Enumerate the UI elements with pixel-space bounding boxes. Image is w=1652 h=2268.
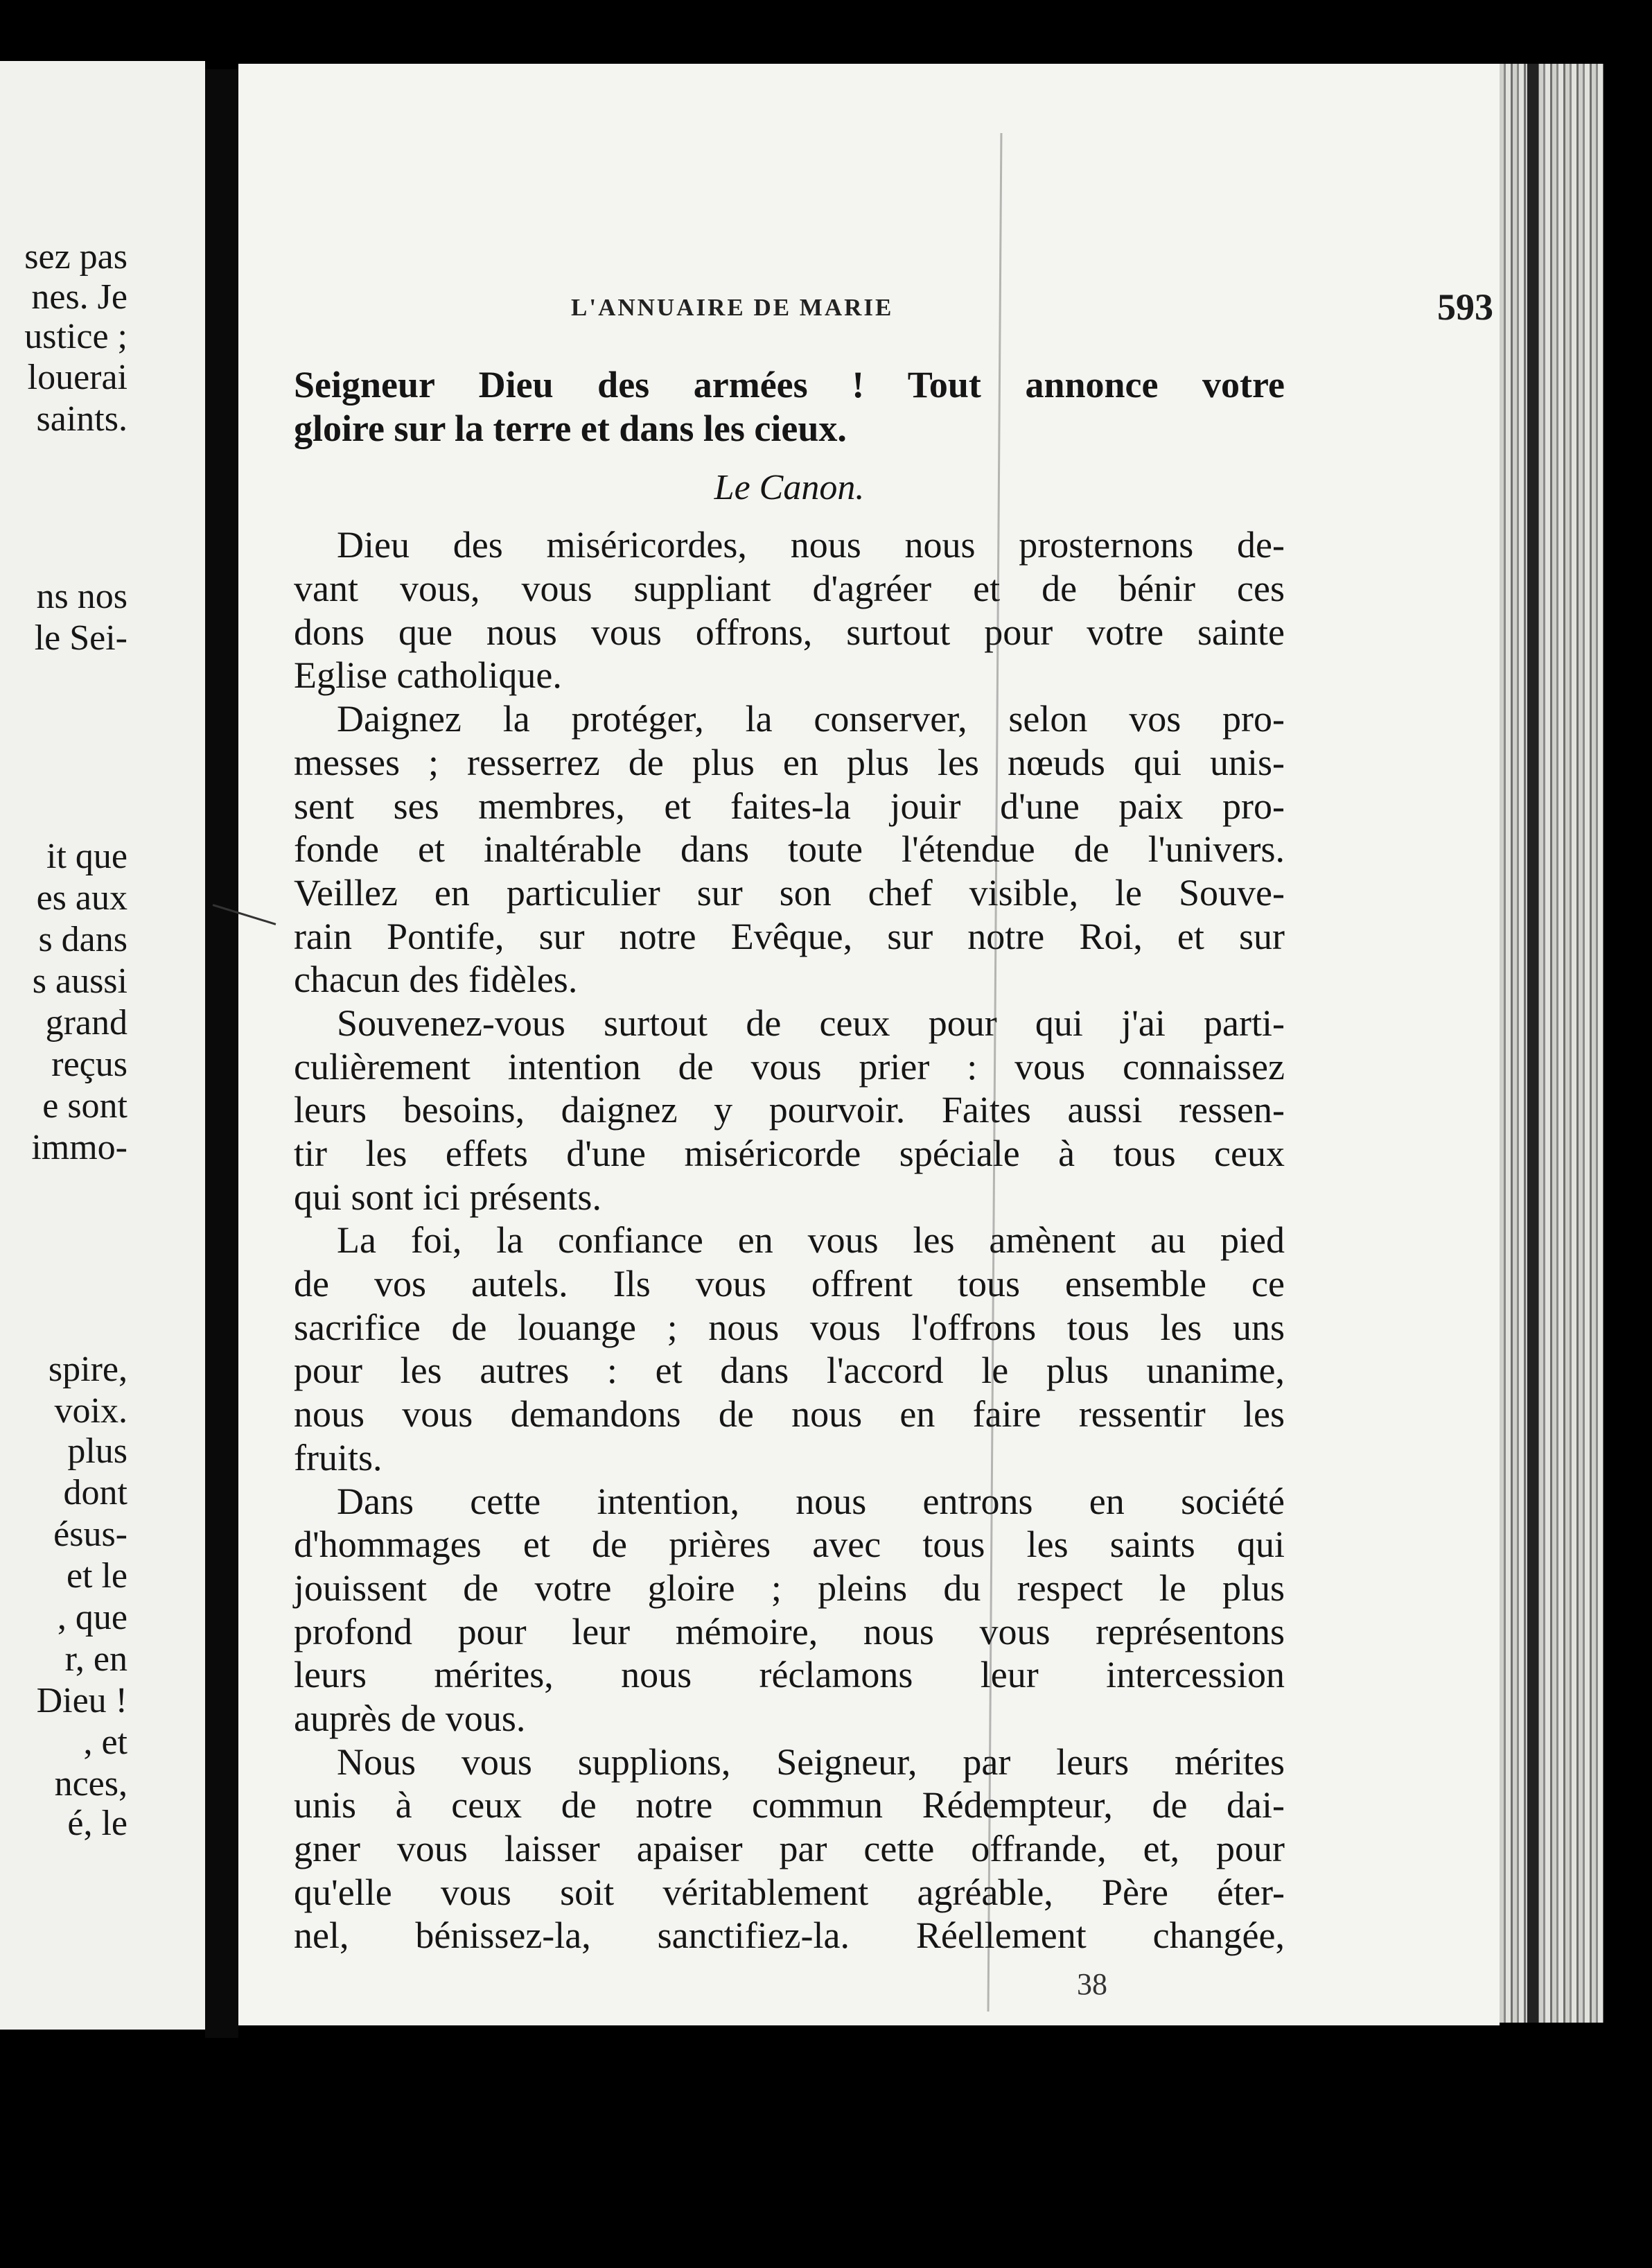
- text-line: Eglise catholique.: [294, 654, 562, 697]
- page-number: 593: [1437, 286, 1493, 328]
- left-page-line: voix.: [54, 1391, 128, 1431]
- left-page-line: ésus-: [53, 1515, 128, 1554]
- left-page-line: grand: [45, 1003, 128, 1043]
- left-page-line: dont: [63, 1473, 128, 1512]
- text-line: chacun des fidèles.: [294, 959, 578, 1001]
- text-line: profond pour leur mémoire, nous vous représentons: [294, 1610, 1285, 1652]
- text-line: Nous vous supplions, Seigneur, par leurs mérites: [337, 1741, 1285, 1783]
- text-line: auprès de vous.: [294, 1697, 526, 1739]
- left-page-line: , que: [57, 1598, 128, 1637]
- text-line: leurs besoins, daignez y pourvoir. Faites aussi ressen-: [294, 1089, 1285, 1131]
- running-title: L'ANNUAIRE DE MARIE: [571, 294, 894, 321]
- main-text: [294, 363, 1285, 1957]
- text-line: culièrement intention de vous prier : vous connaissez: [294, 1045, 1285, 1088]
- text-line: Dans cette intention, nous entrons en société: [337, 1480, 1285, 1522]
- text-line: tir les effets d'une miséricorde spéciale à tous ceux: [294, 1133, 1285, 1174]
- section-heading: Le Canon.: [714, 468, 865, 508]
- text-line: unis à ceux de notre commun Rédempteur, de dai-: [294, 1784, 1285, 1826]
- left-page-line: plus: [67, 1431, 128, 1471]
- text-line: La foi, la confiance en vous les amènent au pied: [337, 1219, 1285, 1262]
- text-line: rain Pontife, sur notre Evêque, sur notre Roi, et sur: [294, 915, 1285, 957]
- left-page-line: immo-: [31, 1128, 128, 1167]
- book-gutter: [205, 69, 238, 2038]
- left-page-line: s aussi: [32, 961, 128, 1001]
- text-line: qui sont ici présents.: [294, 1176, 601, 1218]
- text-line: fonde et inaltérable dans toute l'étendue de l'univers.: [294, 828, 1285, 871]
- text-line: Seigneur Dieu des armées ! Tout annonce votre: [294, 364, 1285, 405]
- text-line: gner vous laisser apaiser par cette offrande, et, pour: [294, 1828, 1285, 1869]
- page-edges: [1500, 64, 1603, 2023]
- text-line: nel, bénissez-la, sanctifiez-la. Réellement changée,: [294, 1914, 1285, 1957]
- signature-mark: 38: [1077, 1967, 1107, 2001]
- text-line: pour les autres : et dans l'accord le plus unanime,: [294, 1350, 1285, 1392]
- left-page-line: , et: [83, 1722, 128, 1762]
- left-page-line: e sont: [42, 1086, 128, 1126]
- text-line: messes ; resserrez de plus en plus les nœuds qui unis-: [294, 741, 1285, 783]
- left-page-line: ns nos: [36, 577, 128, 616]
- left-page-line: saints.: [36, 399, 128, 439]
- left-page-line: nces,: [54, 1764, 128, 1804]
- text-line: sent ses membres, et faites-la jouir d'une paix pro-: [294, 785, 1285, 827]
- text-line: qu'elle vous soit véritablement agréable, Père éter-: [294, 1871, 1285, 1913]
- left-page-line: sez pas: [24, 237, 128, 277]
- text-line: Daignez la protéger, la conserver, selon vos pro-: [337, 698, 1285, 740]
- left-page-line: r, en: [64, 1639, 128, 1679]
- text-line: de vos autels. Ils vous offrent tous ensemble ce: [294, 1263, 1285, 1305]
- text-line: dons que nous vous offrons, surtout pour votre sainte: [294, 611, 1285, 653]
- text-line: Souvenez-vous surtout de ceux pour qui j'ai parti-: [337, 1002, 1285, 1044]
- left-page: [0, 61, 205, 2030]
- text-line: leurs mérites, nous réclamons leur intercession: [294, 1654, 1285, 1696]
- right-page: [238, 64, 1500, 2025]
- text-line: d'hommages et de prières avec tous les saints qui: [294, 1524, 1285, 1566]
- text-line: jouissent de votre gloire ; pleins du respect le plus: [294, 1567, 1285, 1609]
- left-page-line: reçus: [51, 1045, 128, 1084]
- left-page-line: nes. Je: [31, 277, 128, 317]
- left-page-line: es aux: [36, 878, 128, 918]
- left-page-line: le Sei-: [34, 618, 128, 658]
- left-page-line: spire,: [48, 1350, 128, 1389]
- left-page-line: s dans: [38, 920, 128, 959]
- text-line: sacrifice de louange ; nous vous l'offrons tous les uns: [294, 1306, 1285, 1348]
- left-page-line: louerai: [27, 358, 128, 397]
- text-line: vant vous, vous suppliant d'agréer et de bénir ces: [294, 568, 1285, 610]
- text-line: nous vous demandons de nous en faire ressentir les: [294, 1393, 1285, 1436]
- text-line: Dieu des miséricordes, nous nous prosternons de-: [337, 524, 1285, 566]
- left-page-line: Dieu !: [36, 1681, 128, 1720]
- page-edge-shadow: [1527, 64, 1538, 2023]
- page-header: [238, 287, 1500, 329]
- left-page-line: it que: [46, 837, 128, 876]
- text-line: fruits.: [294, 1436, 383, 1478]
- left-page-line: é, le: [67, 1804, 128, 1843]
- text-line: gloire sur la terre et dans les cieux.: [294, 407, 847, 449]
- left-page-line: et le: [66, 1556, 128, 1596]
- text-line: Veillez en particulier sur son chef visible, le Souve-: [294, 871, 1285, 914]
- left-page-line: ustice ;: [24, 317, 128, 356]
